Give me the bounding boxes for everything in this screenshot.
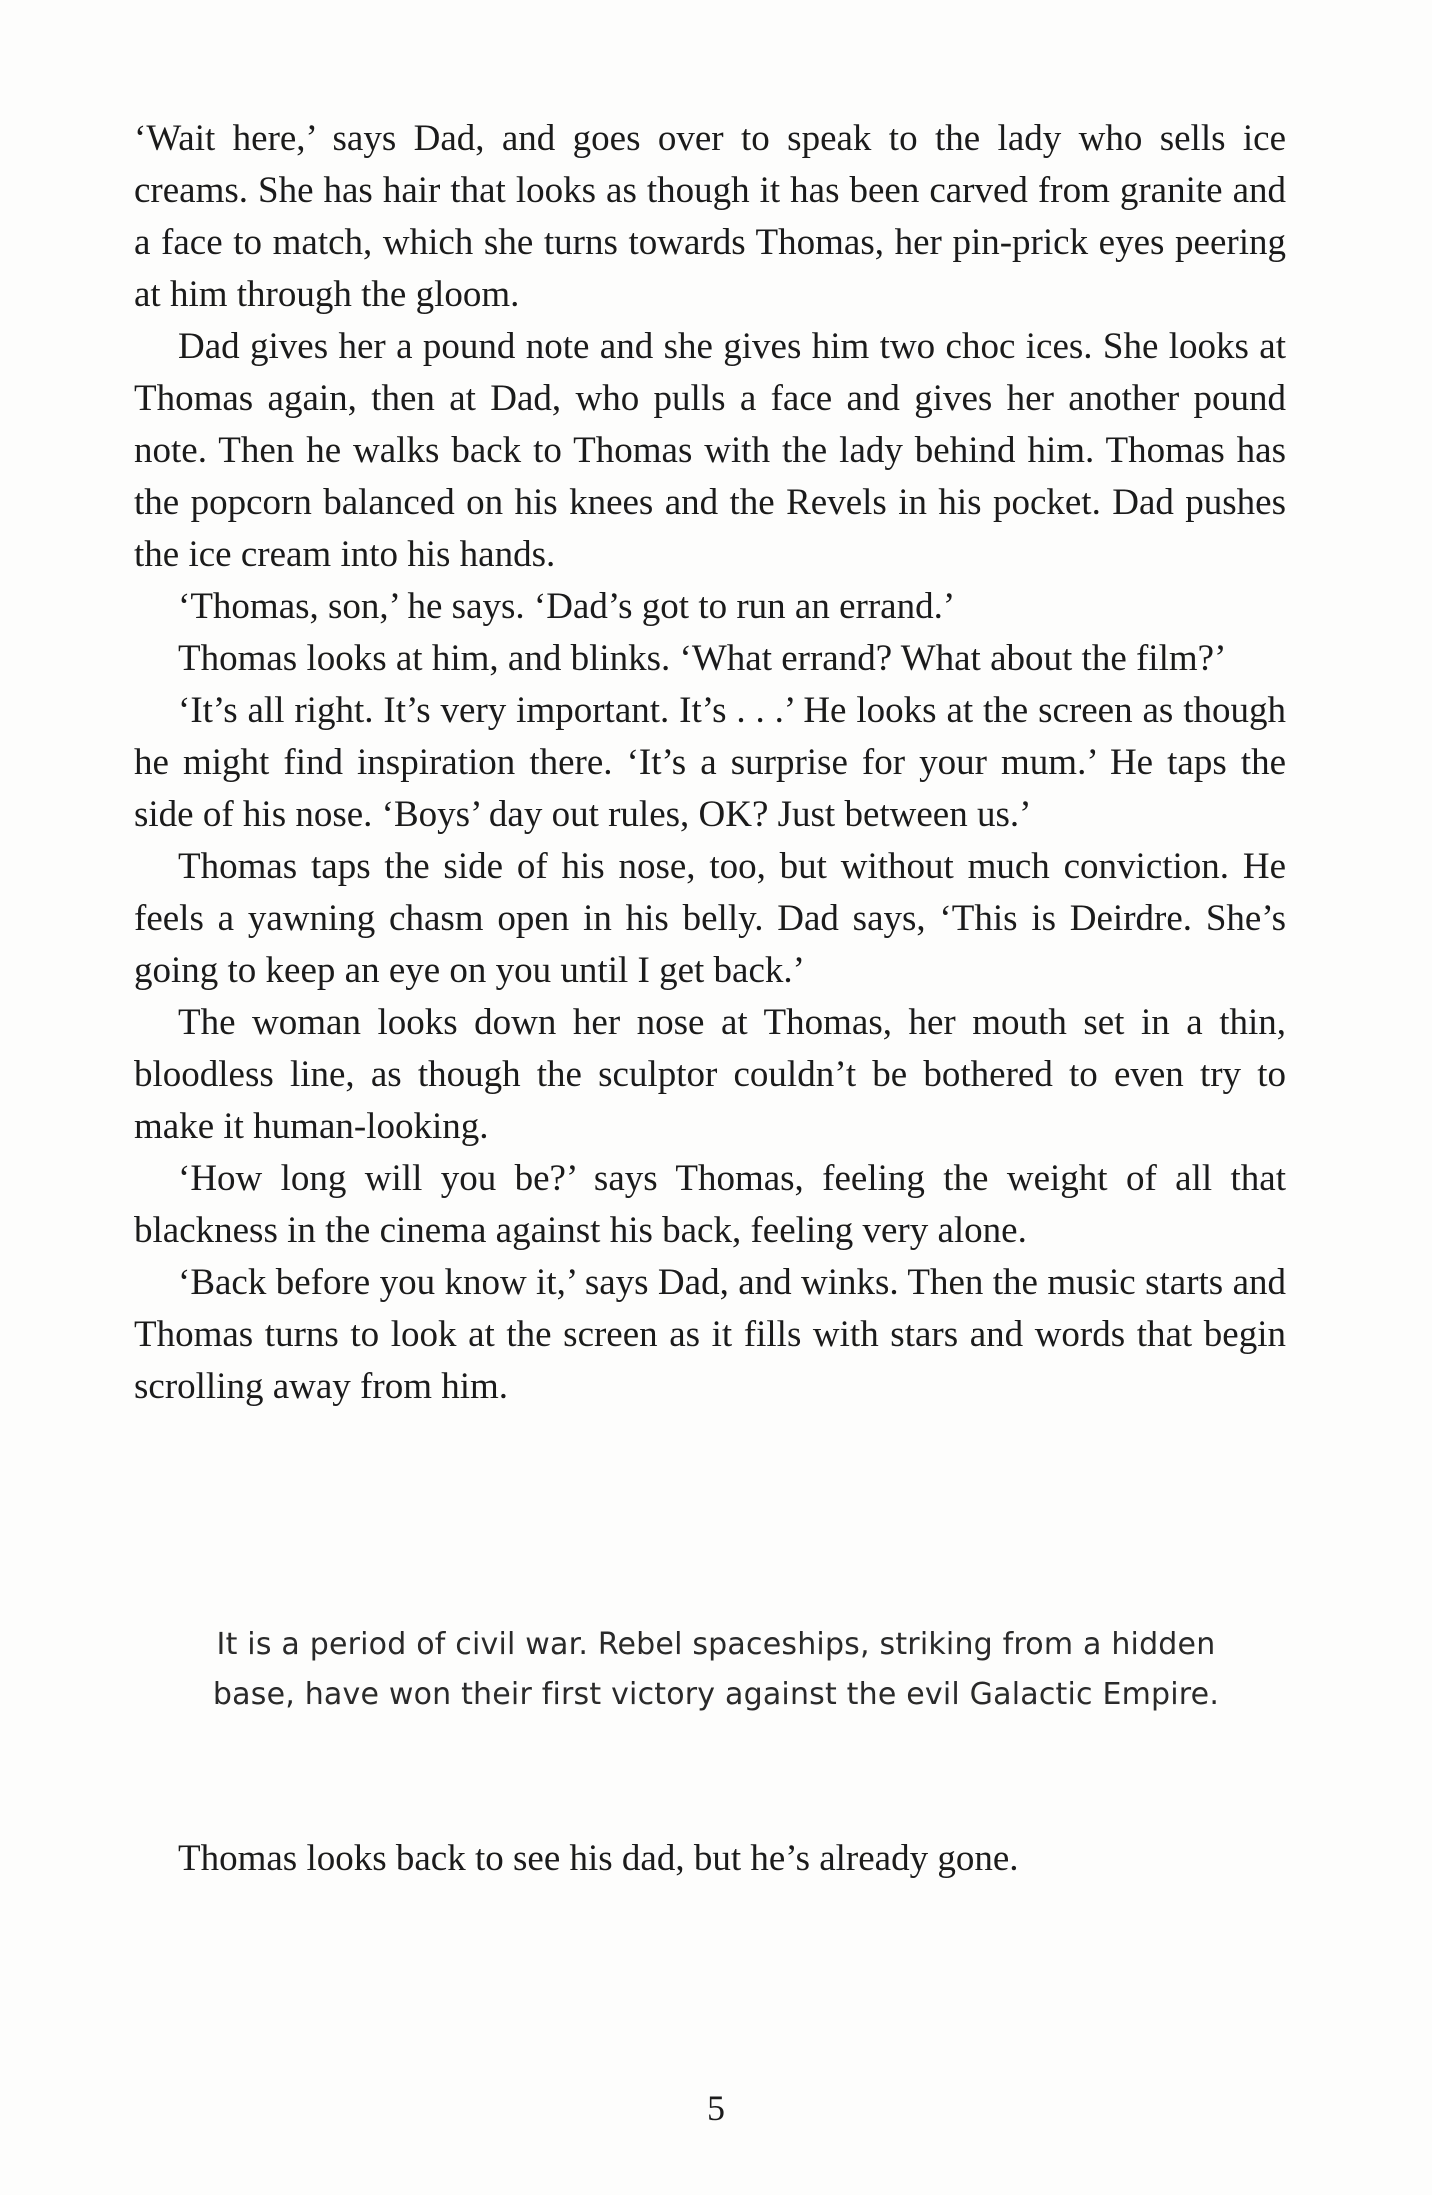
page-number: 5 [707,2088,725,2128]
paragraph-8: ‘How long will you be?’ says Thomas, feeling the weight of all that blackness in the cinema against his back, feeling very alone. [134,1158,1286,1251]
paragraph-5: ‘It’s all right. It’s very important. It’s . . .’ He looks at the screen as though he might find inspiration there. ‘It’s a surprise for your mum.’ He taps the side of his nose. ‘Boys’ day out rules, OK? Just between us.’ [134,690,1286,835]
paragraph-2: Dad gives her a pound note and she gives him two choc ices. She looks at Thomas again, then at Dad, who pulls a face and gives her another pound note. Then he walks back to Thomas with the lady behind him. Thomas has the popcorn balanced on his knees and the Revels in his pocket. Dad pushes the ice cream into his hands. [134,326,1286,575]
paragraph-4: Thomas looks at him, and blinks. ‘What errand? What about the film?’ [178,638,1227,679]
paragraph-3: ‘Thomas, son,’ he says. ‘Dad’s got to run an errand.’ [178,586,956,627]
paragraph-1: ‘Wait here,’ says Dad, and goes over to speak to the lady who sells ice creams. She has hair that looks as though it has been carved from granite and a face to match, which she turns towards Thomas, her pin-prick eyes peering at him through the gloom. [134,118,1286,315]
body-text [134,113,1286,1413]
paragraph-9: ‘Back before you know it,’ says Dad, and winks. Then the music starts and Thomas turns to look at the screen as it fills with stars and words that begin scrolling away from him. [134,1262,1286,1407]
paragraph-7: The woman looks down her nose at Thomas, her mouth set in a thin, bloodless line, as though the sculptor couldn’t be bothered to even try to make it human-looking. [134,1002,1286,1147]
closing-paragraph: Thomas looks back to see his dad, but he’s already gone. [178,1838,1019,1879]
paragraph-6: Thomas taps the side of his nose, too, but without much conviction. He feels a yawning chasm open in his belly. Dad says, ‘This is Deirdre. She’s going to keep an eye on you until I get back.’ [134,846,1286,991]
opening-crawl-text: It is a period of civil war. Rebel spaceships, striking from a hidden base, have won their first victory against the evil Galactic Empire. [212,1627,1220,1712]
